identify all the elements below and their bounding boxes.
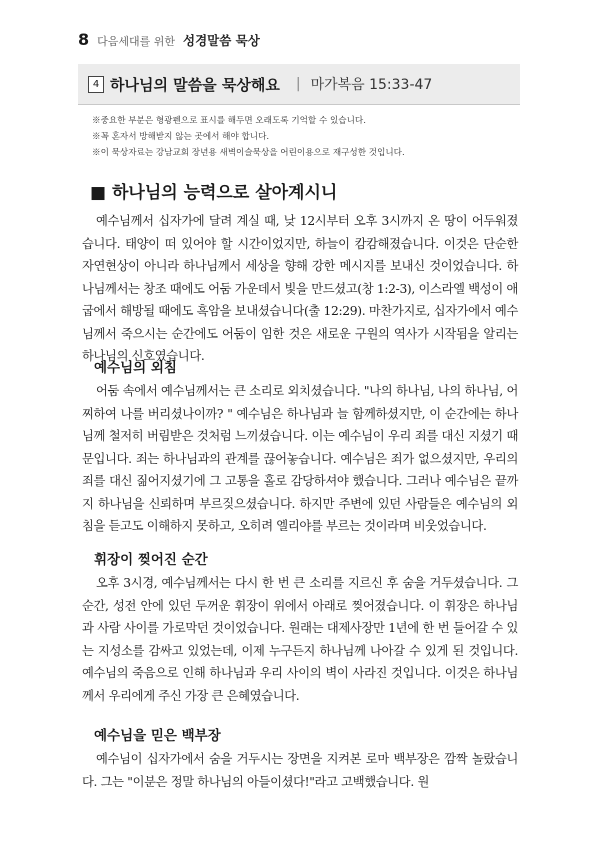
- running-head: [78, 30, 260, 49]
- note-line: ※이 묵상자료는 강남교회 장년용 새벽이슬묵상을 어린이용으로 재구성한 것입니다.: [92, 148, 405, 158]
- veil-section: [82, 572, 518, 707]
- section-heading: ■ 하나님의 능력으로 살아계시니: [90, 183, 338, 203]
- lesson-title: 하나님의 말씀을 묵상해요: [110, 75, 280, 94]
- page-number: 8: [78, 30, 90, 49]
- cry-section: [82, 380, 518, 538]
- subheading-centurion: 예수님을 믿은 백부장: [94, 728, 221, 744]
- centurion-paragraph: 예수님이 십자가에서 숨을 거두시는 장면을 지켜본 로마 백부장은 깜짝 놀랐습니다. 그는 "이분은 정말 하나님의 아들이셨다!"라고 고백했습니다. 원: [82, 752, 518, 789]
- subheading-cry: 예수님의 외침: [94, 360, 177, 376]
- centurion-section: [82, 748, 518, 793]
- intro-section: [82, 210, 518, 368]
- title-separator: |: [295, 76, 301, 92]
- subheading-veil: 휘장이 찢어진 순간: [94, 552, 208, 568]
- intro-paragraph: 예수님께서 십자가에 달려 계실 때, 낮 12시부터 오후 3시까지 온 땅이 어두워졌습니다. 태양이 떠 있어야 할 시간이었지만, 하늘이 캄캄해졌습니다. 이것은 단순한 자연현상이 아니라 하나님께서 세상을 향해 강한 메시지를 보내신 것이었습니다. 하나님께서는 창조 때에도 어둠 가운데서 빛을 만드셨고(창 1:2-3), 이스라엘 백성이 애굽에서 해방될 때에도 흑암을 보내셨습니다(출 12:29). 마찬가지로, 십자가에서 예수님께서 죽으시는 순간에도 어둠이 임한 것은 새로운 구원의 역사가 시작됨을 알리는 하나님의 신호였습니다.: [82, 214, 518, 363]
- note-line: ※꼭 혼자서 방해받지 않는 곳에서 해야 합니다.: [92, 132, 270, 142]
- series-title: 다음세대를 위한: [97, 35, 176, 48]
- scripture-reference: 마가복음 15:33-47: [310, 77, 433, 93]
- note-line: ※중요한 부분은 형광펜으로 표시를 해두면 오래도록 기억할 수 있습니다.: [92, 116, 366, 126]
- veil-paragraph: 오후 3시경, 예수님께서는 다시 한 번 큰 소리를 지르신 후 숨을 거두셨습니다. 그 순간, 성전 안에 있던 두꺼운 휘장이 위에서 아래로 찢어졌습니다. 이 휘장은 하나님과 사람 사이를 가로막던 것이었습니다. 원래는 대제사장만 1년에 한 번 들어갈 수 있는 지성소를 감싸고 있었는데, 이제 누구든지 하나님께 나아갈 수 있게 된 것입니다. 예수님의 죽음으로 인해 하나님과 우리 사이의 벽이 사라진 것입니다. 이것은 하나님께서 우리에게 주신 가장 큰 은혜였습니다.: [82, 576, 518, 703]
- cry-paragraph: 어둠 속에서 예수님께서는 큰 소리로 외치셨습니다. "나의 하나님, 나의 하나님, 어찌하여 나를 버리셨나이까? " 예수님은 하나님과 늘 함께하셨지만, 이 순간에는 하나님께 철저히 버림받은 것처럼 느끼셨습니다. 이는 예수님이 우리 죄를 대신 지셨기 때문입니다. 죄는 하나님과의 관계를 끊어놓습니다. 예수님은 죄가 없으셨지만, 우리의 죄를 대신 짊어지셨기에 그 고통을 홀로 감당하셔야 했습니다. 그러나 예수님은 끝까지 하나님을 신뢰하며 부르짖으셨습니다. 하지만 주변에 있던 사람들은 예수님의 외침을 듣고도 이해하지 못하고, 오히려 엘리야를 부르는 것이라며 비웃었습니다.: [82, 384, 518, 533]
- notes-block: [92, 113, 512, 161]
- lesson-title-band: [78, 64, 520, 105]
- series-title-bold: 성경말씀 묵상: [183, 33, 260, 48]
- lesson-number-box: 4: [88, 76, 104, 93]
